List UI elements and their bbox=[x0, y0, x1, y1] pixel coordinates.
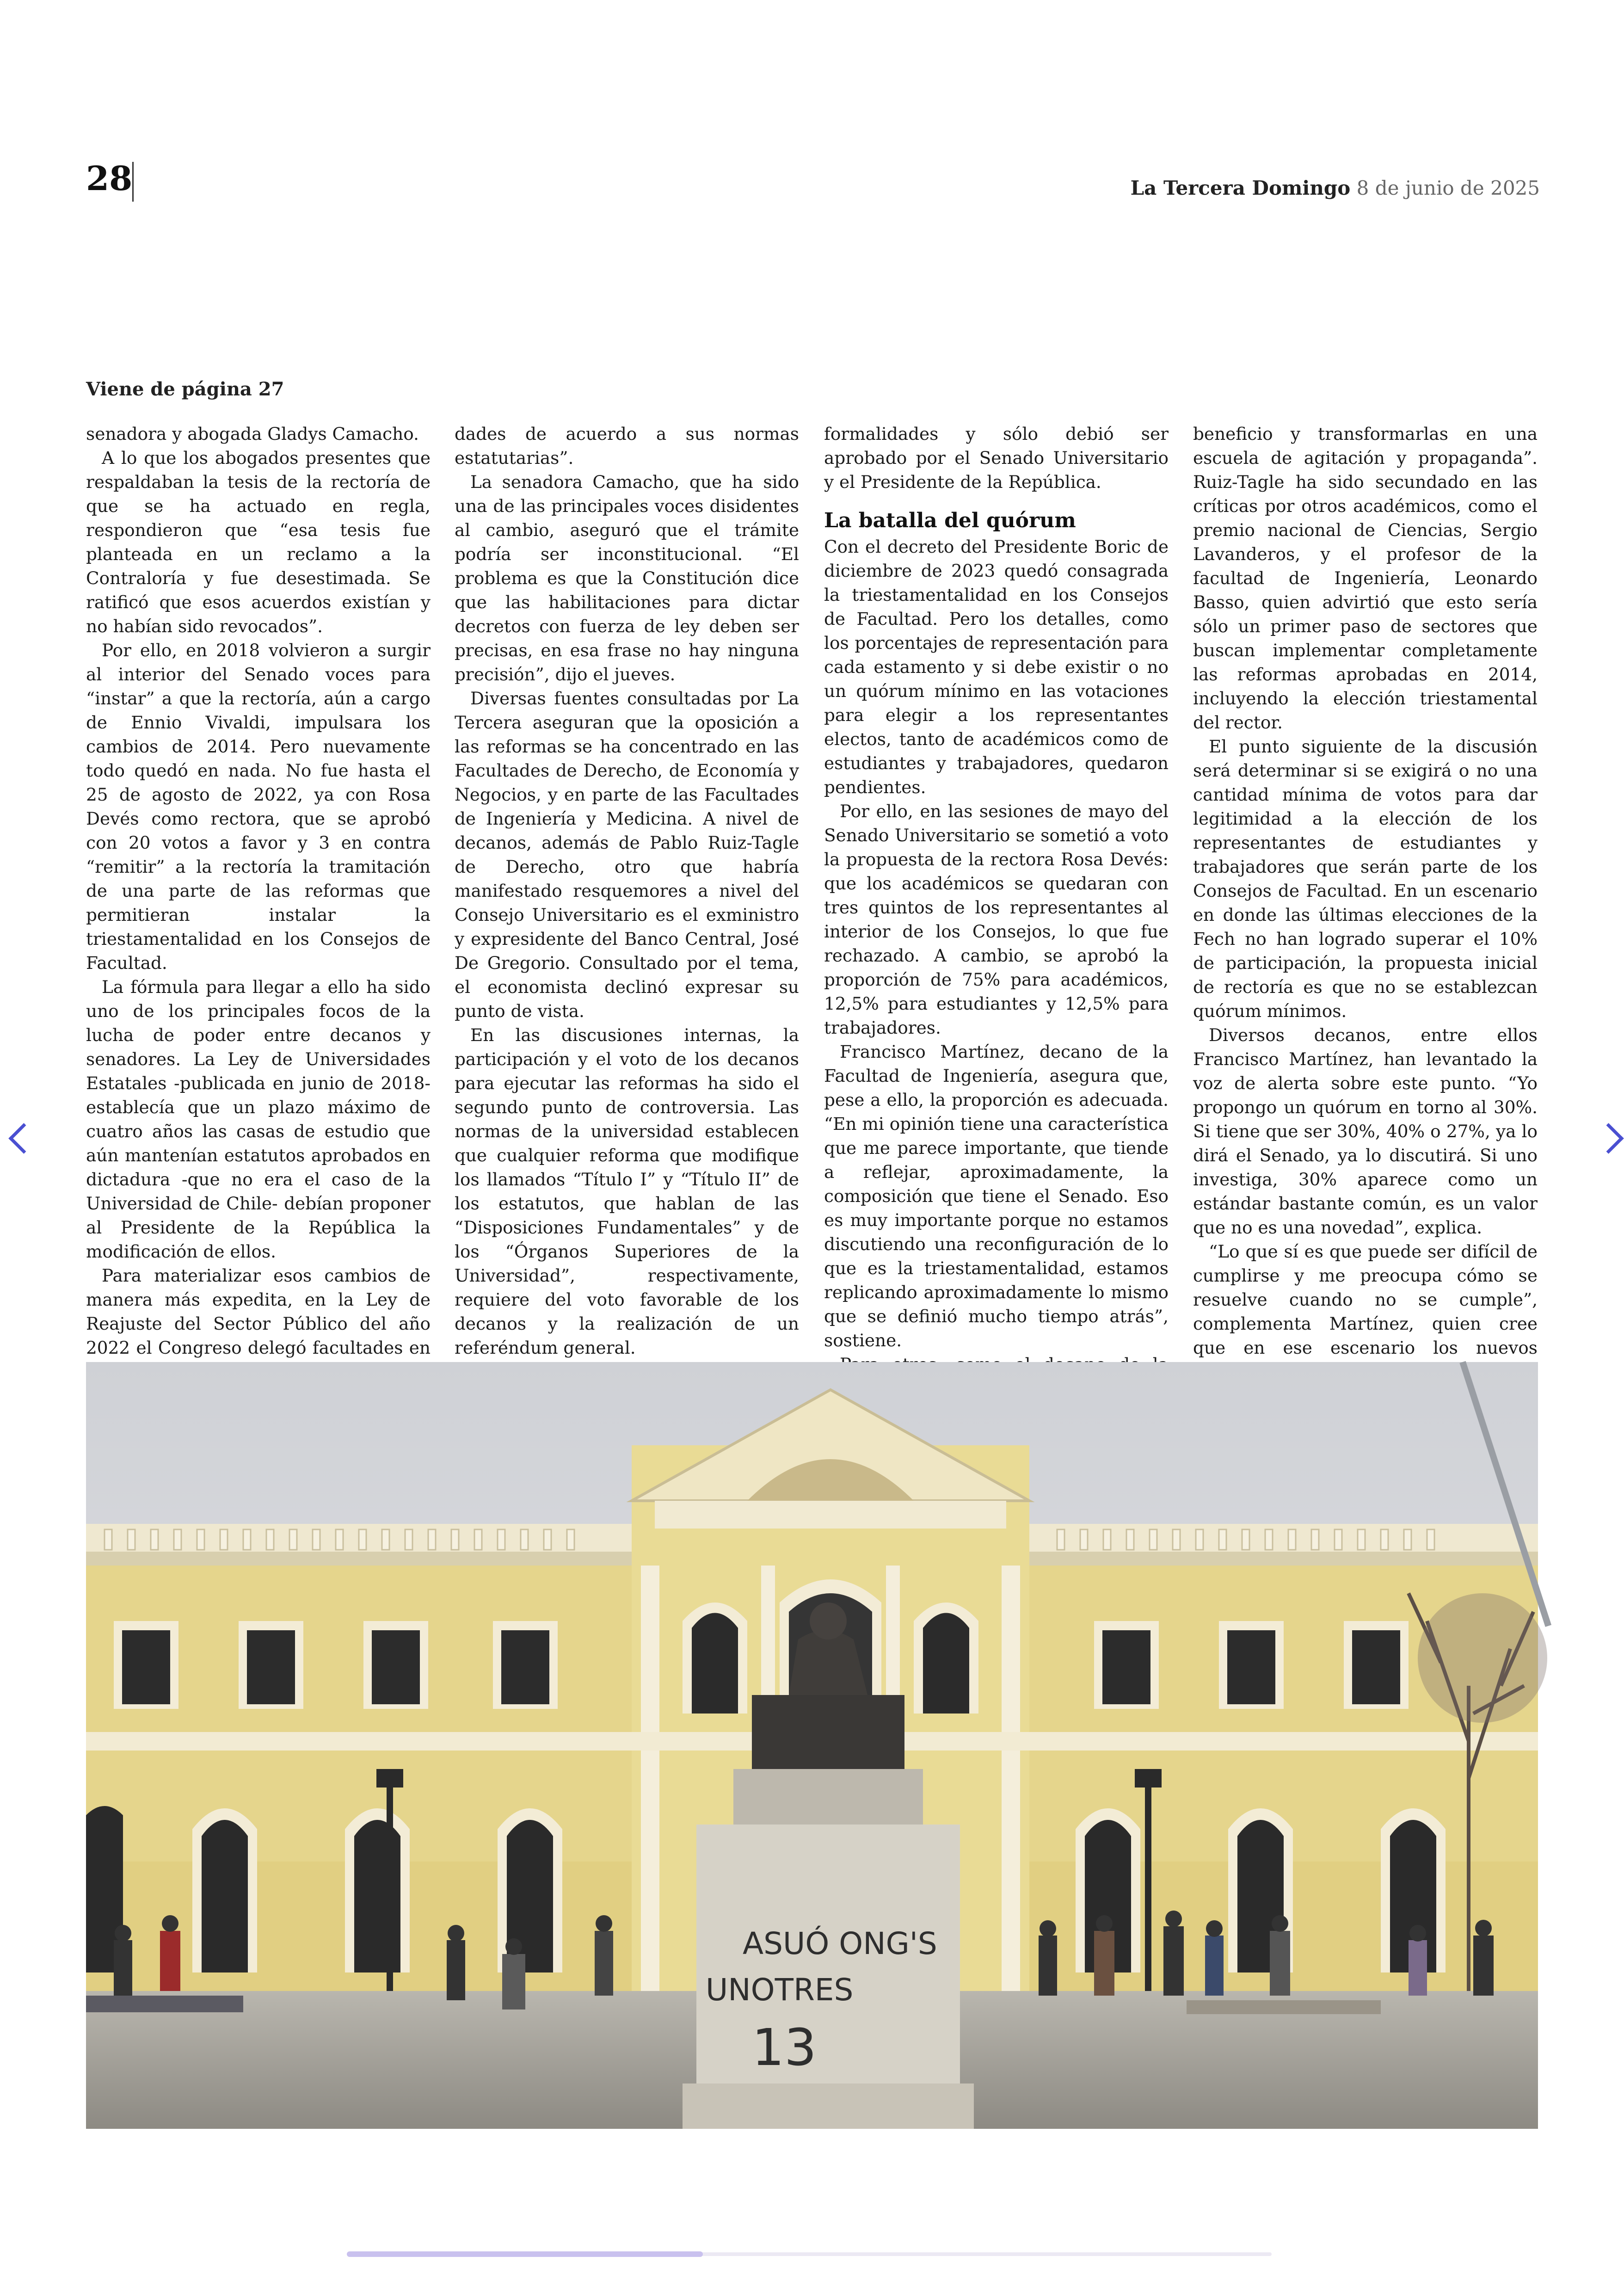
article-paragraph: En las discusiones internas, la participación y el voto de los decanos para ejecutar las reformas ha sido el segundo punto de controversia. Las normas de la universidad establecen que cualquier reforma que modifique los llamados “Título I” y “Título II” de los estatutos, que hablan de las “Disposiciones Fundamentales” y de los “Órganos Superiores de la Universidad”, respectivamente, requiere del voto favorable de los decanos y la realización de un referéndum general. bbox=[455, 1025, 799, 1358]
continued-from-label: Viene de página 27 bbox=[86, 378, 284, 400]
article-paragraph: Diversas fuentes consultadas por La Tercera aseguran que la oposición a las reformas se ha concentrado en las Facultades de Derecho, de Economía y Negocios, y en parte de las Facultades de Ingeniería y Medicina. A nivel de decanos, además de Pablo Ruiz-Tagle de Derecho, otro que habría manifestado resquemores a nivel del Consejo Universitario es el exministro y expresidente del Banco Central, José De Gregorio. Consultado por el tema, el economista declinó expresar su punto de vista. bbox=[455, 688, 799, 1021]
article-paragraph: La fórmula para llegar a ello ha sido uno de los principales focos de la lucha de poder entre decanos y senadores. La Ley de Universidades Estatales -publicada en junio de 2018- establecía que un plazo máximo de cuatro años las casas de estudio que aún mantenían estatutos aprobados en dictadura -que no era el caso de la Universidad de Chile- debían proponer al Presidente de la República la modificación de ellos. bbox=[86, 977, 431, 1262]
graffiti-tag-1: ASUÓ ONG'S bbox=[743, 1926, 937, 1961]
scrollbar-thumb[interactable] bbox=[347, 2251, 703, 2257]
article-paragraph: Por ello, en 2018 volvieron a surgir al interior del Senado voces para “instar” a que la rectoría, aún a cargo de Ennio Vivaldi, impulsara los cambios de 2014. Pero nuevamente todo quedó en nada. No fue hasta el 25 de agosto de 2022, ya con Rosa Devés como rectora, que se aprobó con 20 votos a favor y 3 en contra “remitir” a la rectoría la tramitación de una parte de las reformas que permitieran instalar la triestamentalidad en los Consejos de Facultad. bbox=[86, 640, 431, 973]
university-building-photo bbox=[86, 1362, 1538, 2129]
article-column-3 bbox=[824, 422, 1169, 1350]
article-paragraph: La senadora Camacho, que ha sido una de las principales voces disidentes al cambio, aseguró que el trámite podría ser inconstitucional. “El problema es que la Constitución dice que las habilitaciones para dictar decretos con fuerza de ley deben ser precisas, en esa frase no hay ninguna precisión”, dijo el jueves. bbox=[455, 472, 799, 684]
article-paragraph: Por ello, en las sesiones de mayo del Senado Universitario se sometió a voto la propuesta de la rectora Rosa Devés: que los académicos se quedaran con tres quintos de los representantes al interior de los Consejos, lo que fue rechazado. A cambio, se aprobó la proporción de 75% para académicos, 12,5% para estudiantes y 12,5% para trabajadores. bbox=[824, 801, 1169, 1038]
article-paragraph: beneficio y transformarlas en una escuela de agitación y propaganda”. Ruiz-Tagle ha sido secundado en las críticas por otros académicos, como el premio nacional de Ciencias, Sergio Lavanderos, y el profesor de la facultad de Ingeniería, Leonardo Basso, quien advirtió que esto sería sólo un primer paso de sectores que buscan implementar completamente las reformas aprobadas en 2014, incluyendo la elección triestamental del rector. bbox=[1193, 424, 1538, 733]
article-paragraph: formalidades y sólo debió ser aprobado por el Senado Universitario y el Presidente de la República. bbox=[824, 424, 1169, 492]
article-paragraph: dades de acuerdo a sus normas estatutarias”. bbox=[455, 424, 799, 468]
article-paragraph: Para materializar esos cambios de manera más expedita, en la Ley de Reajuste del Sector Público del año 2022 el Congreso delegó facultades en bbox=[86, 1265, 431, 1358]
article-column-1 bbox=[86, 422, 431, 1358]
article-paragraph: A lo que los abogados presentes que respaldaban la tesis de la rectoría de que se ha actuado en regla, respondieron que “esa tesis fue planteada en un reclamo a la Contraloría y fue desestimada. Se ratificó que esos acuerdos existían y no habían sido revocados”. bbox=[86, 448, 431, 636]
next-page-arrow-icon[interactable] bbox=[1593, 1123, 1624, 1153]
article-column-2 bbox=[455, 422, 799, 1358]
article-paragraph: Con el decreto del Presidente Boric de diciembre de 2023 quedó consagrada la triestamentalidad en los Consejos de Facultad. Pero los detalles, como los porcentajes de representación para cada estamento y si debe existir o no un quórum mínimo en las votaciones para elegir a los representantes electos, tanto de académicos como de estudiantes y trabajadores, quedaron pendientes. bbox=[824, 536, 1169, 797]
header-divider bbox=[132, 162, 134, 202]
article-paragraph: El punto siguiente de la discusión será determinar si se exigirá o no una cantidad mínima de votos para dar legitimidad a la elección de los representantes de estudiantes y trabajadores que serán parte de los Consejos de Facultad. En un escenario en donde las últimas elecciones de la Fech no han logrado superar el 10% de participación, la propuesta inicial de rectoría es que no se establezcan quórum mínimos. bbox=[1193, 736, 1538, 1021]
article-paragraph: senadora y abogada Gladys Camacho. bbox=[86, 424, 419, 444]
graffiti-tag-2: UNOTRES bbox=[706, 1972, 854, 2008]
masthead bbox=[1131, 177, 1540, 199]
previous-page-arrow-icon[interactable] bbox=[8, 1123, 39, 1153]
section-heading: La batalla del quórum bbox=[824, 509, 1076, 532]
article-paragraph: Diversos decanos, entre ellos Francisco Martínez, han levantado la voz de alerta sobre este punto. “Yo propongo un quórum en torno al 30%. Si tiene que ser 30%, 40% o 27%, ya lo dirá el Senado, ya lo discutirá. Si uno investiga, 30% aparece como un estándar bastante común, es un valor que no es una novedad”, explica. bbox=[1193, 1025, 1538, 1238]
publication-name: La Tercera Domingo bbox=[1130, 177, 1351, 199]
page-number: 28 bbox=[86, 159, 133, 198]
article-paragraph: “Lo que sí es que puede ser difícil de cumplirse y me preocupa cómo se resuelve cuando no se cumple”, complementa Martínez, quien cree que en ese escenario los nuevos bbox=[1193, 1239, 1538, 1528]
publication-date: 8 de junio de 2025 bbox=[1350, 177, 1540, 199]
article-column-4 bbox=[1193, 422, 1538, 1358]
article-paragraph: Francisco Martínez, decano de la Facultad de Ingeniería, asegura que, pese a ello, la proporción es adecuada. “En mi opinión tiene una característica que me parece importante, que tiende a reflejar, aproximadamente, la composición que tiene el Senado. Eso es muy importante porque no estamos discutiendo una reconfiguración de lo que es la triestamentalidad, estamos replicando aproximadamente lo mismo que se definió mucho tiempo atrás”, sostiene. bbox=[824, 1042, 1169, 1350]
graffiti-tag-3: 13 bbox=[752, 2018, 817, 2077]
